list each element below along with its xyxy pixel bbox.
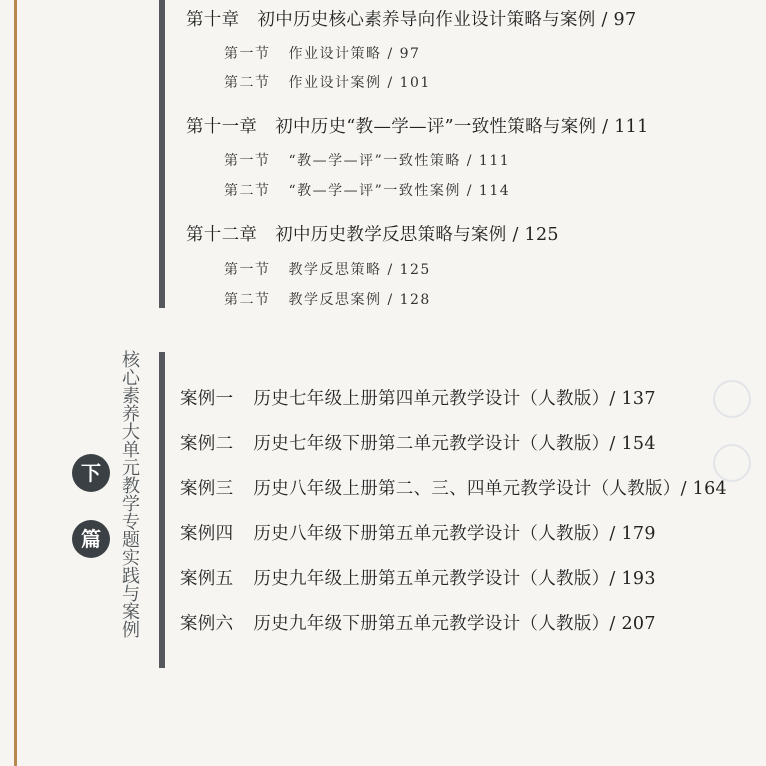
case-title: 历史九年级下册第五单元教学设计（人教版）/ 207: [253, 614, 656, 634]
chapter-number: 第十一章: [186, 117, 258, 137]
part-badge-xia: 下: [72, 454, 110, 492]
faint-seal-mark: [713, 444, 751, 482]
section-entry[interactable]: [224, 259, 431, 279]
section-title: “教—学—评”一致性策略 / 111: [288, 153, 511, 169]
case-entry[interactable]: [180, 385, 656, 410]
chapter-number: 第十二章: [186, 225, 258, 245]
section-title: 作业设计策略 / 97: [288, 46, 421, 62]
case-number: 案例一: [180, 389, 234, 409]
case-number: 案例二: [180, 434, 234, 454]
section-title: 作业设计案例 / 101: [288, 75, 431, 91]
case-entry[interactable]: [180, 610, 656, 635]
section-entry[interactable]: [224, 289, 431, 309]
section-entry[interactable]: [224, 180, 510, 200]
chapter-heading[interactable]: [186, 6, 636, 31]
case-block-bar: [159, 352, 165, 668]
chapter-block-bar: [159, 0, 165, 308]
section-title: “教—学—评”一致性案例 / 114: [288, 183, 511, 199]
case-number: 案例三: [180, 479, 234, 499]
chapter-heading[interactable]: [186, 221, 559, 246]
section-entry[interactable]: [224, 150, 510, 170]
case-title: 历史七年级下册第二单元教学设计（人教版）/ 154: [253, 434, 656, 454]
section-number: 第二节: [224, 183, 271, 199]
section-number: 第二节: [224, 75, 271, 91]
section-number: 第二节: [224, 292, 271, 308]
section-number: 第一节: [224, 262, 271, 278]
case-entry[interactable]: [180, 430, 656, 455]
case-number: 案例六: [180, 614, 234, 634]
chapter-title: 初中历史“教—学—评”一致性策略与案例 / 111: [275, 117, 649, 137]
case-title: 历史七年级上册第四单元教学设计（人教版）/ 137: [253, 389, 656, 409]
case-title: 历史八年级下册第五单元教学设计（人教版）/ 179: [253, 524, 656, 544]
page-edge-line: [14, 0, 17, 766]
chapter-number: 第十章: [186, 10, 240, 30]
chapter-heading[interactable]: [186, 113, 649, 138]
faint-seal-mark: [713, 380, 751, 418]
part-vertical-title: 核心素养大单元教学专题实践与案例: [119, 350, 140, 638]
case-entry[interactable]: [180, 565, 656, 590]
section-title: 教学反思策略 / 125: [288, 262, 431, 278]
section-entry[interactable]: [224, 72, 431, 92]
case-entry[interactable]: [180, 475, 727, 500]
case-title: 历史八年级上册第二、三、四单元教学设计（人教版）/ 164: [253, 479, 727, 499]
section-entry[interactable]: [224, 43, 420, 63]
case-number: 案例五: [180, 569, 234, 589]
chapter-title: 初中历史教学反思策略与案例 / 125: [275, 225, 559, 245]
case-number: 案例四: [180, 524, 234, 544]
case-title: 历史九年级上册第五单元教学设计（人教版）/ 193: [253, 569, 656, 589]
case-entry[interactable]: [180, 520, 656, 545]
part-badge-pian: 篇: [72, 520, 110, 558]
section-title: 教学反思案例 / 128: [288, 292, 431, 308]
chapter-title: 初中历史核心素养导向作业设计策略与案例 / 97: [257, 10, 637, 30]
section-number: 第一节: [224, 153, 271, 169]
section-number: 第一节: [224, 46, 271, 62]
